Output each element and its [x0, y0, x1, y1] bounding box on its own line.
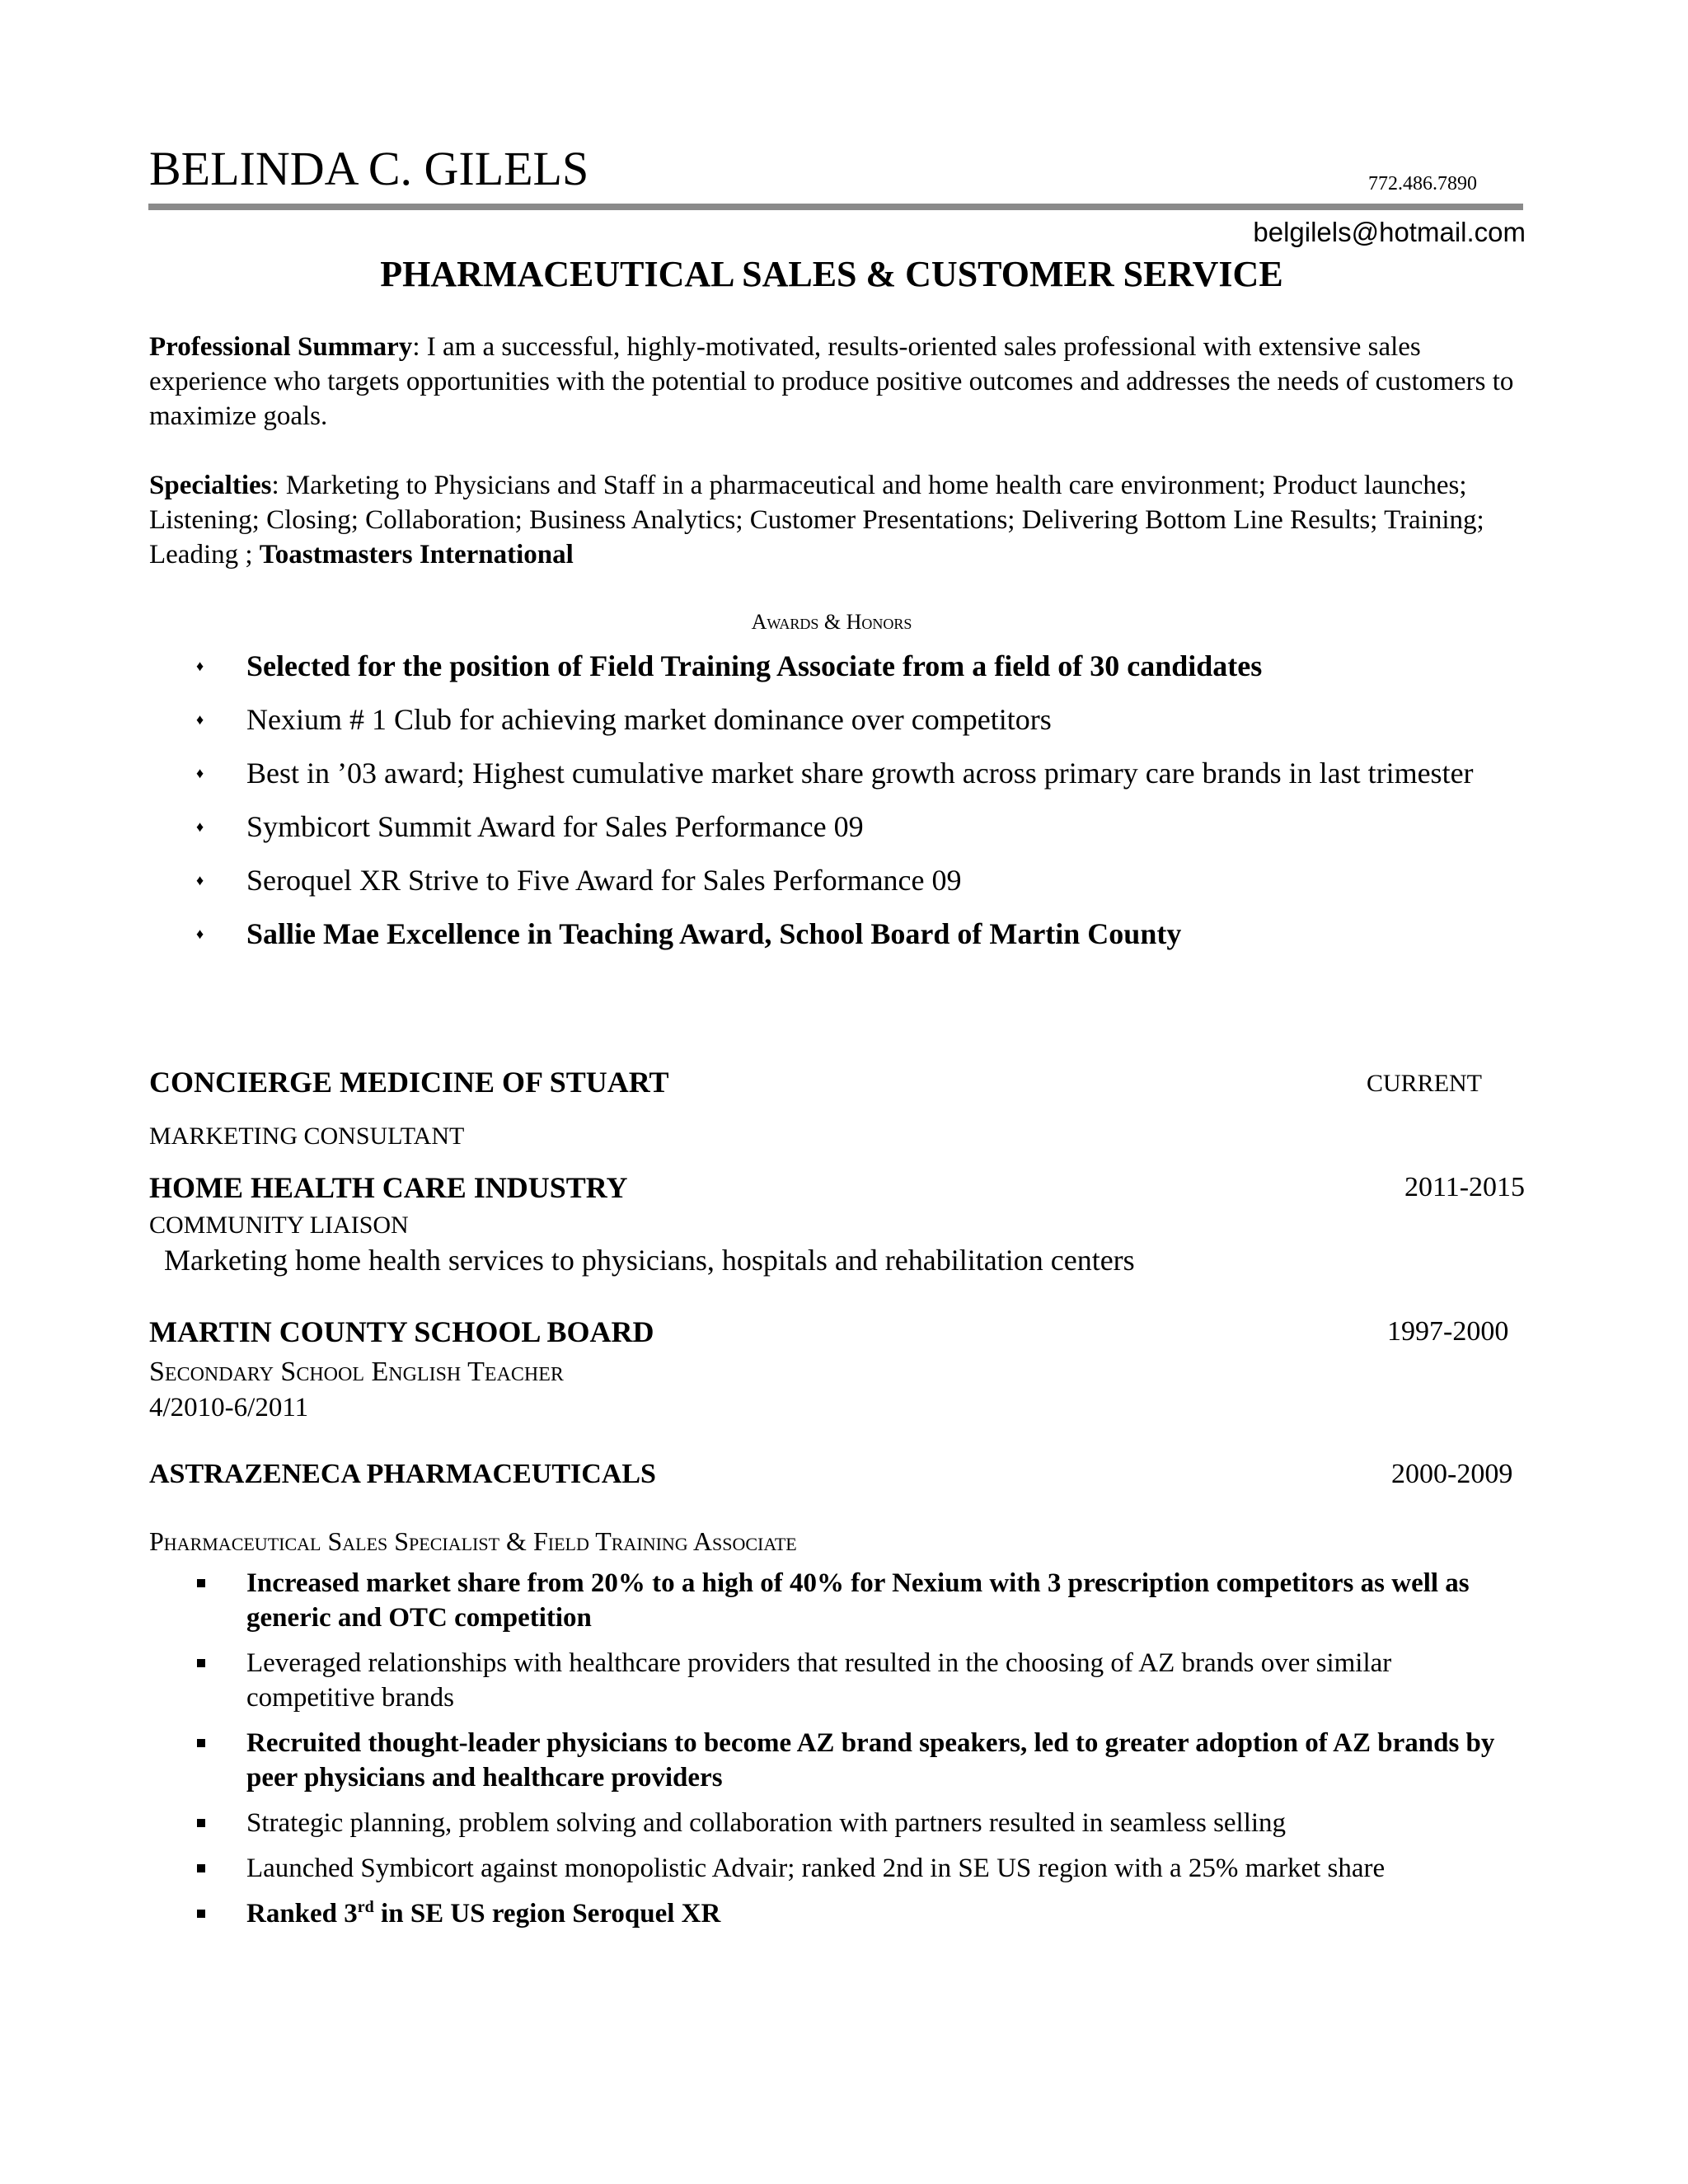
professional-summary	[149, 330, 1526, 434]
diamond-bullet-icon: ♦	[196, 765, 204, 781]
square-bullet-icon	[197, 1910, 205, 1918]
duty-item: Ranked 3rd in SE US region Seroquel XR	[149, 1896, 1526, 1931]
job-role: Secondary School English Teacher	[149, 1357, 564, 1387]
award-item: ♦ Symbicort Summit Award for Sales Performance 09	[149, 808, 1524, 846]
awards-heading: Awards & Honors	[751, 610, 912, 634]
diamond-bullet-icon: ♦	[196, 711, 204, 728]
diamond-bullet-icon: ♦	[196, 926, 204, 942]
square-bullet-icon	[197, 1659, 205, 1667]
award-item: ♦ Sallie Mae Excellence in Teaching Award, School Board of Martin County	[149, 916, 1524, 953]
job-role: Pharmaceutical Sales Specialist & Field Training Associate	[149, 1526, 797, 1556]
diamond-bullet-icon: ♦	[196, 818, 204, 835]
duty-item: Increased market share from 20% to a high of 40% for Nexium with 3 prescription competitors as well as generic and OTC competition	[149, 1566, 1526, 1635]
job-role: COMMUNITY LIAISON	[149, 1212, 409, 1239]
job-dates: 1997-2000	[1387, 1316, 1509, 1347]
diamond-bullet-icon: ♦	[196, 658, 204, 674]
job-dates: CURRENT	[1367, 1070, 1483, 1097]
job-company: ASTRAZENECA PHARMACEUTICALS	[149, 1459, 656, 1489]
candidate-name: BELINDA C. GILELS	[149, 142, 589, 195]
award-item: ♦ Best in ’03 award; Highest cumulative market share growth across primary care brands in last trimester	[149, 755, 1524, 792]
summary-label: Professional Summary	[149, 332, 413, 362]
awards-list	[149, 648, 1524, 969]
duty-item: Strategic planning, problem solving and collaboration with partners resulted in seamless selling	[149, 1806, 1526, 1840]
header-divider	[148, 204, 1523, 210]
job-dates: 2000-2009	[1391, 1459, 1513, 1489]
award-item: ♦ Nexium # 1 Club for achieving market dominance over competitors	[149, 701, 1524, 738]
job-description: Marketing home health services to physicians, hospitals and rehabilitation centers	[164, 1244, 1135, 1277]
specialties-text: : Marketing to Physicians and Staff in a pharmaceutical and home health care environment; Product launches; Listening; Closing; Collaboration; Business Analytics; Customer Presentations; Delivering Bottom Line Results; Training; Leading ;	[149, 471, 1484, 569]
job-company: MARTIN COUNTY SCHOOL BOARD	[149, 1315, 654, 1348]
duty-item: Recruited thought-leader physicians to become AZ brand speakers, led to greater adoption of AZ brands by peer physicians and healthcare providers	[149, 1726, 1526, 1795]
square-bullet-icon	[197, 1819, 205, 1827]
job-date-range: 4/2010-6/2011	[149, 1393, 309, 1422]
job-company: CONCIERGE MEDICINE OF STUART	[149, 1066, 669, 1099]
diamond-bullet-icon: ♦	[196, 872, 204, 888]
resume-headline: PHARMACEUTICAL SALES & CUSTOMER SERVICE	[380, 254, 1283, 294]
job-role: MARKETING CONSULTANT	[149, 1122, 465, 1150]
specialties-bold-tail: Toastmasters International	[259, 540, 574, 569]
specialties	[149, 468, 1526, 572]
specialties-label: Specialties	[149, 471, 272, 500]
square-bullet-icon	[197, 1739, 205, 1747]
square-bullet-icon	[197, 1579, 205, 1587]
phone-number: 772.486.7890	[1368, 173, 1477, 194]
job-company: HOME HEALTH CARE INDUSTRY	[149, 1171, 628, 1204]
summary-text: : I am a successful, highly-motivated, results-oriented sales professional with extensive sales experience who targets opportunities with the potential to produce positive outcomes and addresses the needs of customers to maximize goals.	[149, 332, 1514, 431]
email-address: belgilels@hotmail.com	[1253, 217, 1526, 247]
duty-item: Launched Symbicort against monopolistic Advair; ranked 2nd in SE US region with a 25% market share	[149, 1851, 1526, 1886]
award-item: ♦ Seroquel XR Strive to Five Award for Sales Performance 09	[149, 862, 1524, 899]
duties-list	[149, 1566, 1526, 1942]
duty-item: Leveraged relationships with healthcare providers that resulted in the choosing of AZ brands over similar competitive brands	[149, 1646, 1526, 1715]
job-dates: 2011-2015	[1404, 1172, 1526, 1202]
award-item: ♦ Selected for the position of Field Training Associate from a field of 30 candidates	[149, 648, 1524, 685]
square-bullet-icon	[197, 1864, 205, 1872]
